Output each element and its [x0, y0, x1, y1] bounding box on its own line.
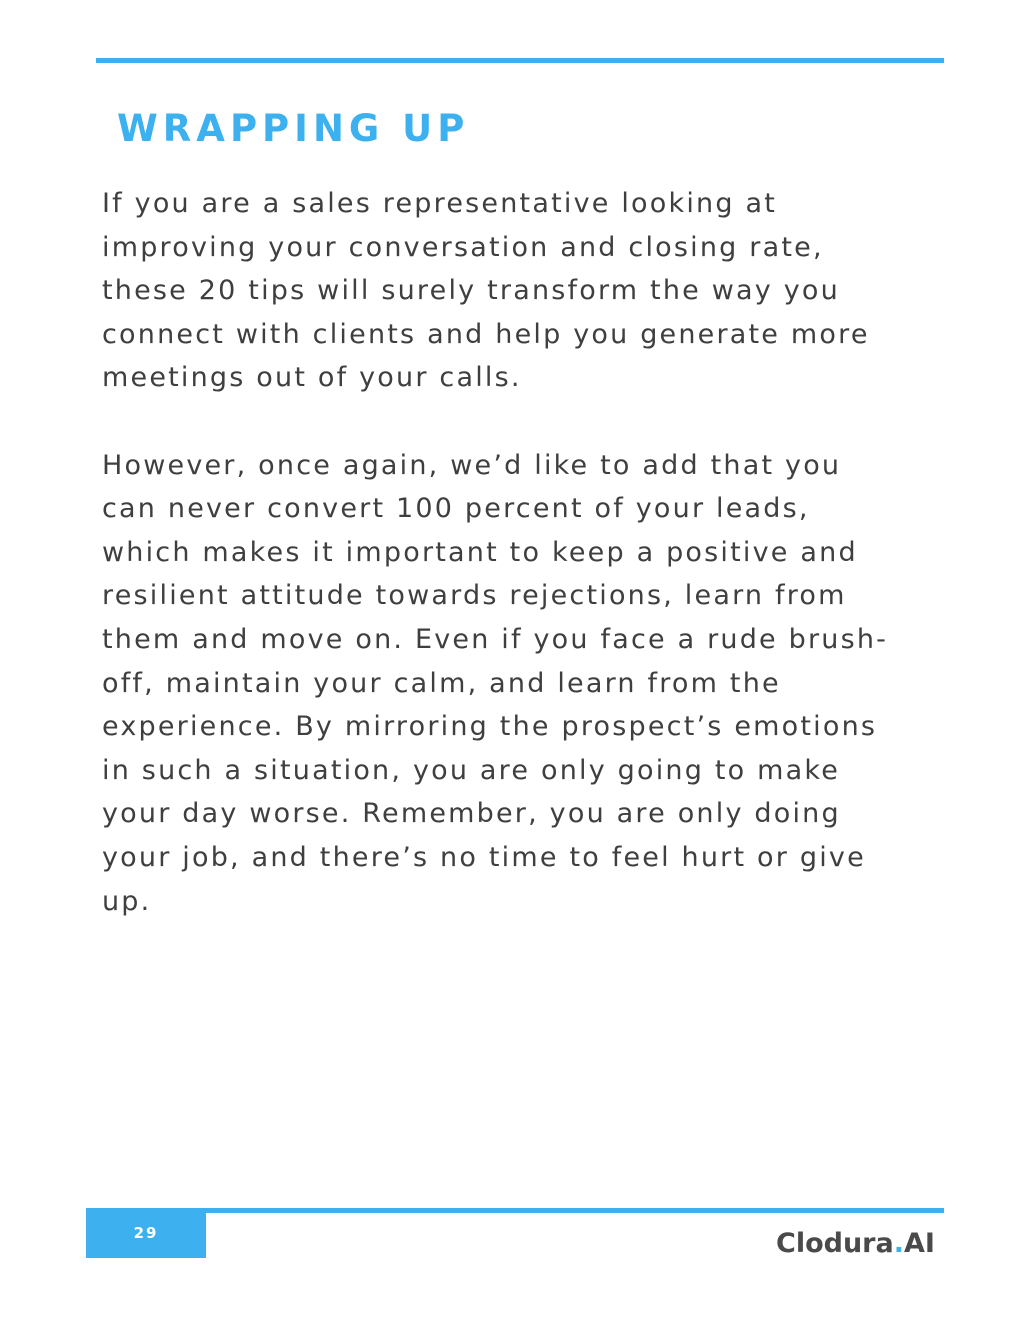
page-number-badge — [86, 1210, 206, 1258]
text-line: which makes it important to keep a positive and — [102, 536, 858, 568]
text-line: off, maintain your calm, and learn from the — [102, 667, 781, 699]
text-line: these 20 tips will surely transform the way you — [102, 275, 840, 307]
text-line: your day worse. Remember, you are only doing — [102, 798, 841, 830]
section-heading: WRAPPING UP — [117, 107, 470, 150]
paragraph-2 — [102, 444, 932, 924]
text-line: connect with clients and help you generate more — [102, 318, 870, 350]
text-line: can never convert 100 percent of your leads, — [102, 493, 810, 525]
text-line: up. — [102, 885, 152, 917]
text-line: experience. By mirroring the prospect’s emotions — [102, 711, 878, 743]
top-divider — [96, 58, 944, 63]
text-line: meetings out of your calls. — [102, 362, 522, 394]
text-line: them and move on. Even if you face a rude brush- — [102, 623, 889, 655]
logo-suffix: AI — [903, 1228, 935, 1259]
text-line: your job, and there’s no time to feel hurt or give — [102, 841, 866, 873]
text-line: in such a situation, you are only going to make — [102, 754, 841, 786]
text-line: resilient attitude towards rejections, learn from — [102, 580, 847, 612]
brand-logo — [776, 1224, 935, 1264]
footer-divider — [86, 1208, 944, 1213]
text-line: However, once again, we’d like to add that you — [102, 449, 842, 481]
page-number: 29 — [133, 1224, 159, 1242]
body-text — [102, 182, 932, 967]
paragraph-1 — [102, 182, 932, 400]
logo-dot: . — [893, 1228, 904, 1259]
text-line: If you are a sales representative looking at — [102, 188, 777, 219]
logo-name: Clodura — [776, 1228, 894, 1259]
text-line: improving your conversation and closing rate, — [102, 231, 824, 263]
